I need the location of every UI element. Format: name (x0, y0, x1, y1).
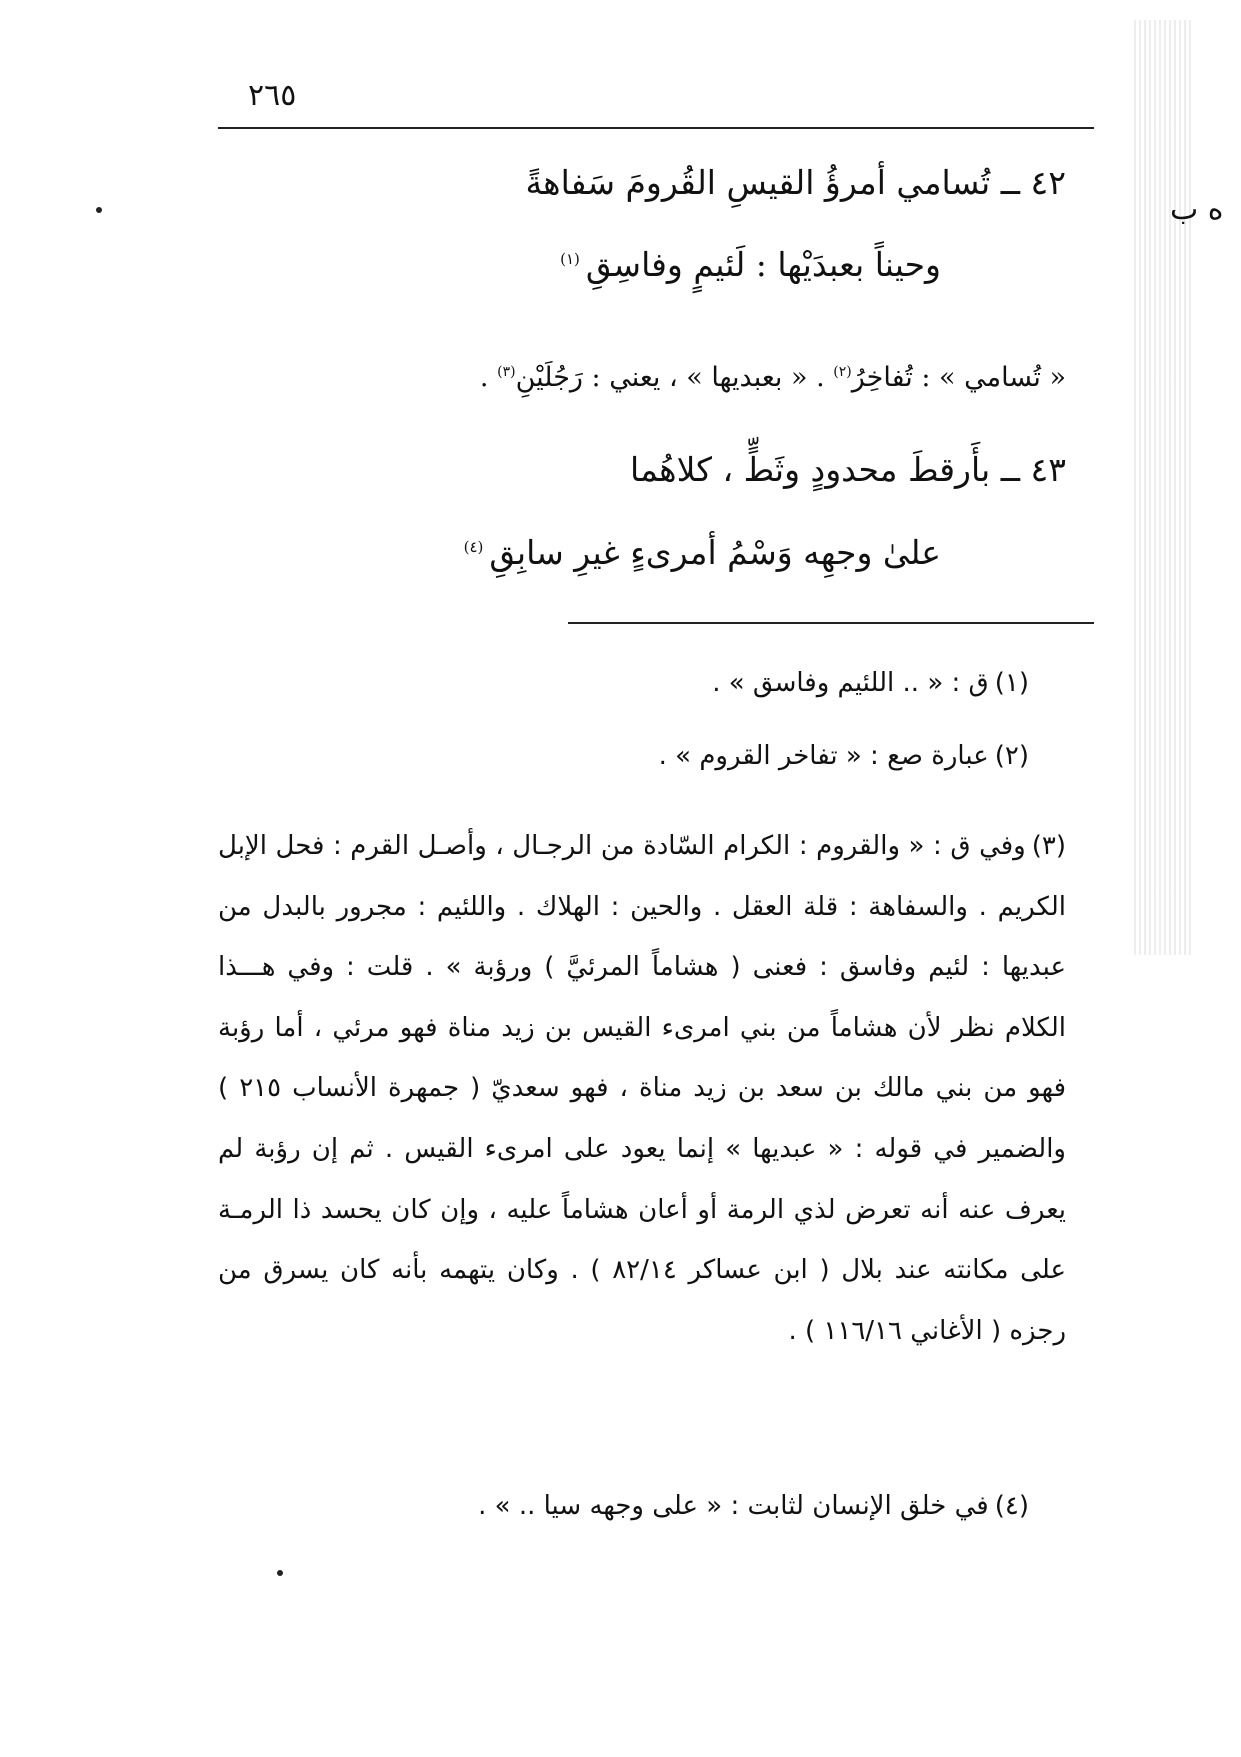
verse-43-first-half: ٤٣ ــ بأَرقطَ محدودٍ وثَطٍّ ، كلاهُما (630, 450, 1066, 489)
footnote-1 (712, 668, 1029, 698)
footnote-3 (218, 816, 1066, 1361)
header-rule (218, 127, 1094, 129)
page-number: ٢٦٥ (248, 78, 297, 113)
footnote-4 (478, 1491, 1029, 1521)
footnote-ref-4: (٤) (463, 538, 484, 556)
verse-42-first-half: ٤٢ ــ تُسامي أمرؤُ القيسِ القُرومَ سَفاهةً (525, 163, 1066, 202)
footnote-rule (568, 622, 1094, 624)
footnote-3-number: (٣) (1031, 831, 1066, 861)
verse-gloss (480, 362, 1066, 393)
footnote-2-number: (٢) (994, 741, 1029, 771)
verse-43-second-half-text: علىٰ وجهِه وَسْمُ أمرىءٍ غيرِ سابِقِ (489, 533, 941, 572)
footnote-3-text: وفي ق : « والقروم : الكرام السّادة من الرجـال ، وأصـل القرم : فحل الإبل الكريم . والسفاهة : قلة العقل . والحين : الهلاك . واللئيم : مجرور بالبدل من عبديها : لئيم وفاسق : فعنى ( هشاماً المرئيَّ ) ورؤبة » . قلت : وفي هـــذا الكلام نظر لأن هشاماً من بني امرىء القيس بن زيد مناة فهو مرئي ، أما رؤبة فهو من بني مالك بن سعد بن زيد مناة ، فهو سعديّ ( جمهرة الأنساب ٢١٥ ) والضمير في قوله : « عبديها » إنما يعود على امرىء القيس . ثم إن رؤبة لم يعرف عنه أنه تعرض لذي الرمة أو أعان هشاماً عليه ، وإن كان يحسد ذا الرمـة على مكانته عند بلال ( ابن عساكر ٨٢/١٤ ) . وكان يتهمه بأنه كان يسرق من رجزه ( الأغاني ١١٦/١٦ ) . (218, 831, 1066, 1346)
scan-edge-shadow (1134, 20, 1194, 955)
verse-42-second-half-text: وحيناً بعبدَيْها : لَئيمٍ وفاسِقِ (585, 245, 941, 284)
gloss-part-2: . « بعبديها » ، يعني : رَجُلَيْنِ (515, 362, 825, 393)
verse-43-second-half (464, 533, 941, 572)
verse-42-second-half (560, 245, 941, 284)
margin-letters: ه ب (1170, 192, 1224, 227)
footnote-2 (659, 741, 1029, 771)
footnote-1-text: ق : « .. اللئيم وفاسق » . (712, 668, 989, 698)
footnote-1-number: (١) (994, 668, 1029, 698)
gloss-part-1: « تُسامي » : تُفاخِرُ (851, 362, 1066, 393)
gloss-end: . (479, 362, 489, 393)
footnote-ref-3: (٣) (497, 364, 516, 380)
scan-speck (277, 1570, 283, 1576)
footnote-2-text: عبارة صع : « تفاخر القروم » . (658, 741, 989, 771)
scan-speck (96, 207, 102, 213)
footnote-4-number: (٤) (994, 1491, 1029, 1521)
footnote-ref-2: (٢) (833, 364, 852, 380)
footnote-ref-1: (١) (560, 250, 580, 268)
footnote-4-text: في خلق الإنسان لثابت : « على وجهه سيا .. » . (478, 1491, 989, 1521)
